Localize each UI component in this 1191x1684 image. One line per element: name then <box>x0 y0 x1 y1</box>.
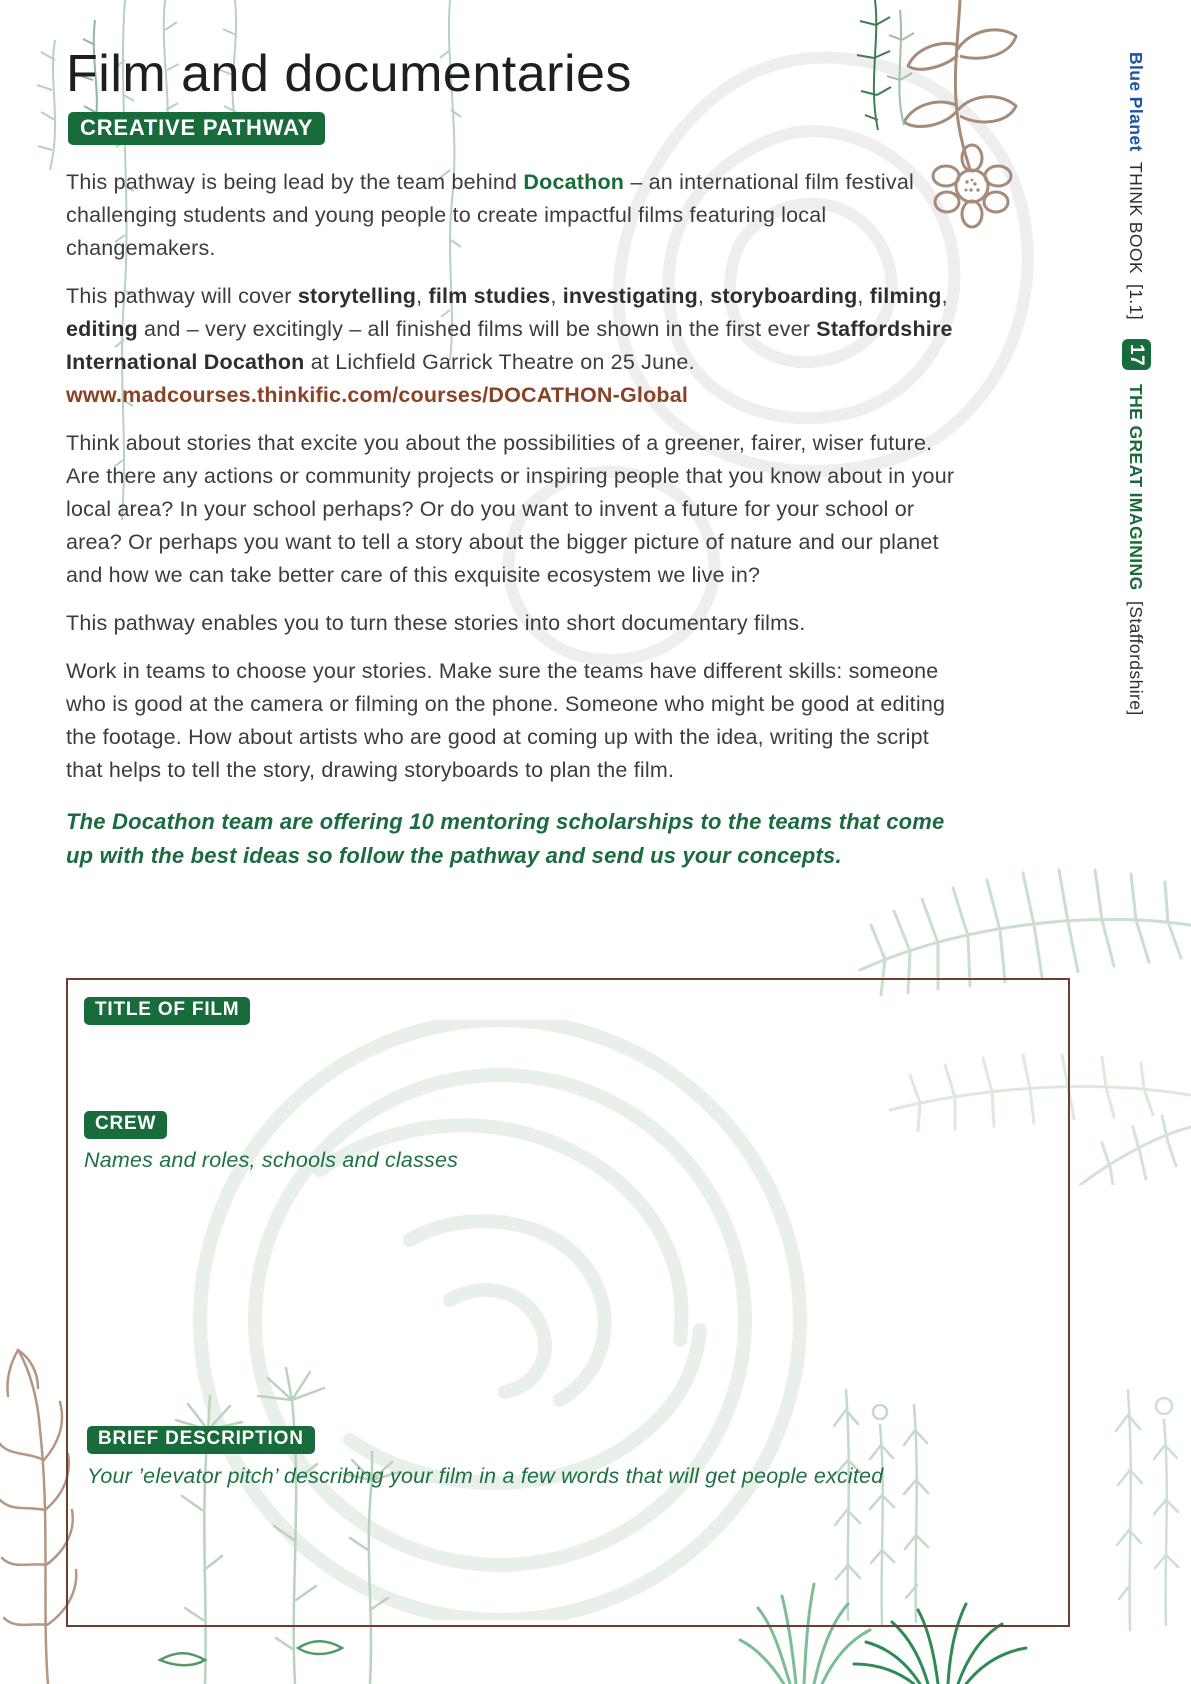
skill-film-studies: film studies <box>428 284 551 308</box>
skill-filming: filming <box>869 284 942 308</box>
intro-text-cont: – an international film festival challenging students and young people to create impactful films featuring local changemakers. <box>66 170 914 260</box>
series-label: THE GREAT IMAGINING <box>1126 383 1146 591</box>
comma: , <box>416 284 429 308</box>
region-label: [Staffordshire] <box>1126 600 1146 716</box>
body-copy <box>66 166 971 888</box>
intro-text: This pathway is being lead by the team behind <box>66 170 524 194</box>
comma: , <box>857 284 870 308</box>
brief-description-badge: BRIEF DESCRIPTION <box>87 1426 315 1454</box>
brand-label: Blue Planet <box>1126 52 1146 152</box>
scholarships-callout: The Docathon team are offering 10 mentoring scholarships to the teams that come up with the best ideas so follow the pathway and send us your concepts. <box>66 809 945 868</box>
intro-paragraph <box>66 166 971 265</box>
title-of-film-badge: TITLE OF FILM <box>84 997 250 1025</box>
coverage-paragraph <box>66 280 971 412</box>
skill-editing: editing <box>66 317 138 341</box>
comma: , <box>550 284 563 308</box>
coverage-text-cont: and – very excitingly – all finished films will be shown in the first ever <box>137 317 817 341</box>
skill-storytelling: storytelling <box>297 284 417 308</box>
page-edge-sidebar <box>1125 52 1147 1612</box>
film-pitch-form-box <box>66 978 1070 1627</box>
coverage-text: This pathway will cover <box>66 284 298 308</box>
coverage-text-end: at Lichfield Garrick Theatre on 25 June. <box>304 350 695 374</box>
brief-description-hint-text: Your ’elevator pitch’ describing your film in a few words that will get people excited <box>87 1464 884 1488</box>
book-label: THINK BOOK <box>1126 161 1146 274</box>
event-name: Staffordshire International Docathon <box>66 317 953 374</box>
docathon-url-link[interactable]: www.madcourses.thinkific.com/courses/DOCATHON-Global <box>66 383 689 407</box>
edition-label: [1.1] <box>1126 284 1146 321</box>
page-number-badge: 17 <box>1122 339 1151 371</box>
teamwork-paragraph: Work in teams to choose your stories. Make sure the teams have different skills: someone who is good at the camera or filming on the phone. Someone who might be good at editing the footage. How about artists who are good at coming up with the idea, writing the script that helps to tell the story, drawing storyboards to plan the film. <box>66 659 946 782</box>
docathon-highlight: Docathon <box>523 170 625 194</box>
page-title: Film and documentaries <box>66 45 632 103</box>
comma: , <box>941 284 948 308</box>
skill-storyboarding: storyboarding <box>710 284 858 308</box>
skill-investigating: investigating <box>562 284 698 308</box>
think-stories-paragraph: Think about stories that excite you about the possibilities of a greener, fairer, wiser future. Are there any actions or community projects or inspiring people that you know about in your local area? In your school perhaps? Or do you want to invent a future for your school or area? Or perhaps you want to tell a story about the bigger picture of nature and our planet and how we can take better care of this exquisite ecosystem we live in? <box>66 431 955 587</box>
creative-pathway-badge: CREATIVE PATHWAY <box>68 112 325 145</box>
crew-badge: CREW <box>84 1111 167 1139</box>
crew-hint-text: Names and roles, schools and classes <box>84 1148 459 1172</box>
pathway-enables-paragraph: This pathway enables you to turn these stories into short documentary films. <box>66 611 806 635</box>
comma: , <box>697 284 711 308</box>
